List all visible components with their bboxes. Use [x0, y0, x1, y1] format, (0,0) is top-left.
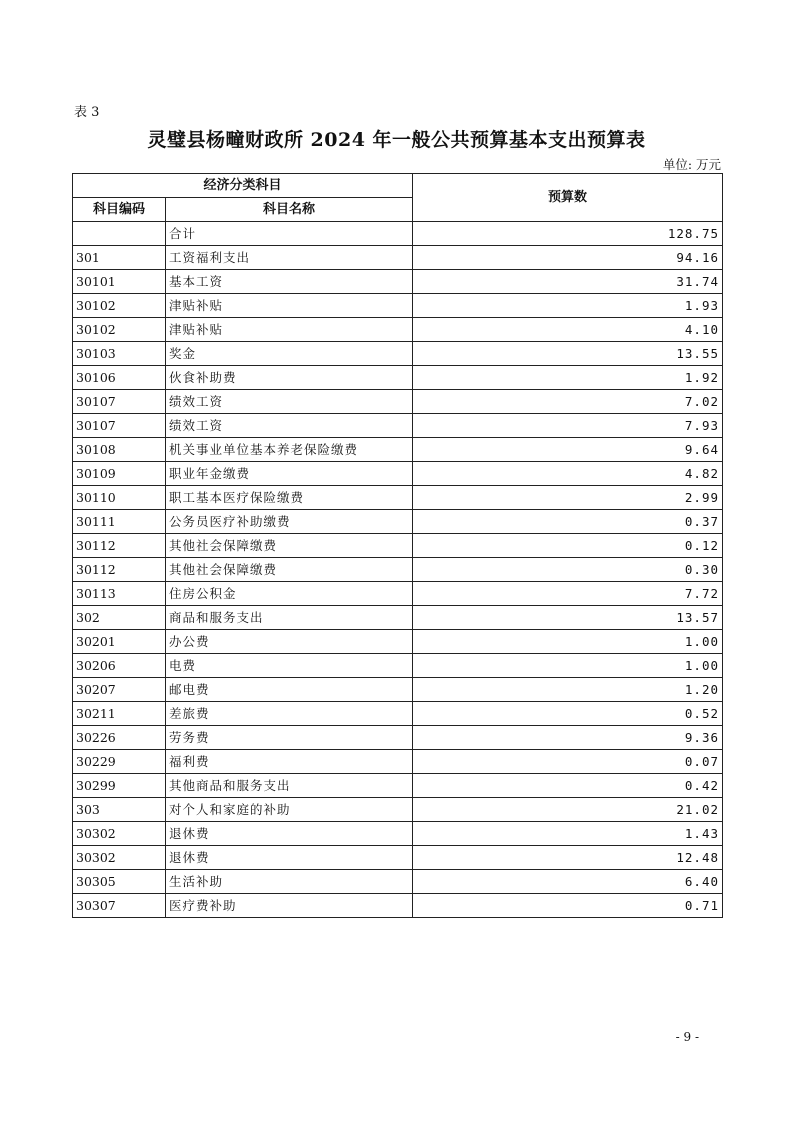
table-row [73, 486, 723, 510]
table-row [73, 582, 723, 606]
name-cell: 办公费 [166, 630, 413, 654]
amount-cell: 9.36 [413, 726, 723, 750]
amount-cell: 0.42 [413, 774, 723, 798]
amount-cell: 94.16 [413, 246, 723, 270]
code-cell: 30101 [73, 270, 166, 294]
name-cell: 电费 [166, 654, 413, 678]
page-number: - 9 - [675, 1030, 699, 1044]
name-cell: 工资福利支出 [166, 246, 413, 270]
code-cell: 30113 [73, 582, 166, 606]
code-cell: 30302 [73, 846, 166, 870]
amount-cell: 1.00 [413, 654, 723, 678]
name-cell: 合计 [166, 222, 413, 246]
name-cell: 奖金 [166, 342, 413, 366]
name-cell: 公务员医疗补助缴费 [166, 510, 413, 534]
amount-cell: 128.75 [413, 222, 723, 246]
table-row [73, 558, 723, 582]
table-row [73, 318, 723, 342]
table-row [73, 270, 723, 294]
table-row [73, 846, 723, 870]
code-cell: 30106 [73, 366, 166, 390]
column-header-amount: 预算数 [413, 174, 723, 222]
code-cell: 30112 [73, 534, 166, 558]
table-row [73, 246, 723, 270]
name-cell: 伙食补助费 [166, 366, 413, 390]
amount-cell: 1.93 [413, 294, 723, 318]
table-row [73, 798, 723, 822]
table-row [73, 510, 723, 534]
amount-cell: 0.07 [413, 750, 723, 774]
code-cell: 30108 [73, 438, 166, 462]
name-cell: 差旅费 [166, 702, 413, 726]
table-row [73, 894, 723, 918]
amount-cell: 7.02 [413, 390, 723, 414]
amount-cell: 1.20 [413, 678, 723, 702]
amount-cell: 13.57 [413, 606, 723, 630]
table-header [73, 174, 723, 222]
amount-cell: 1.92 [413, 366, 723, 390]
amount-cell: 4.10 [413, 318, 723, 342]
table-row [73, 750, 723, 774]
table-row [73, 222, 723, 246]
name-cell: 职工基本医疗保险缴费 [166, 486, 413, 510]
name-cell: 其他社会保障缴费 [166, 558, 413, 582]
amount-cell: 4.82 [413, 462, 723, 486]
code-cell: 30111 [73, 510, 166, 534]
name-cell: 基本工资 [166, 270, 413, 294]
name-cell: 退休费 [166, 846, 413, 870]
name-cell: 邮电费 [166, 678, 413, 702]
budget-table [72, 173, 723, 918]
table-row [73, 726, 723, 750]
name-cell: 津贴补贴 [166, 318, 413, 342]
code-cell: 30102 [73, 318, 166, 342]
amount-cell: 0.52 [413, 702, 723, 726]
table-label: 表 3 [74, 105, 100, 120]
amount-cell: 0.12 [413, 534, 723, 558]
column-header-code: 科目编码 [73, 198, 166, 222]
table-row [73, 414, 723, 438]
code-cell: 30299 [73, 774, 166, 798]
name-cell: 退休费 [166, 822, 413, 846]
name-cell: 绩效工资 [166, 414, 413, 438]
table-row [73, 390, 723, 414]
amount-cell: 0.71 [413, 894, 723, 918]
page-title: 灵璧县杨疃财政所 2024 年一般公共预算基本支出预算表 [147, 129, 646, 151]
table-row [73, 534, 723, 558]
amount-cell: 7.93 [413, 414, 723, 438]
code-cell: 30305 [73, 870, 166, 894]
name-cell: 劳务费 [166, 726, 413, 750]
code-cell: 30109 [73, 462, 166, 486]
code-cell: 30112 [73, 558, 166, 582]
name-cell: 生活补助 [166, 870, 413, 894]
name-cell: 医疗费补助 [166, 894, 413, 918]
amount-cell: 7.72 [413, 582, 723, 606]
code-cell: 30201 [73, 630, 166, 654]
amount-cell: 2.99 [413, 486, 723, 510]
table-row [73, 870, 723, 894]
code-cell: 30103 [73, 342, 166, 366]
code-cell: 30211 [73, 702, 166, 726]
code-cell: 30307 [73, 894, 166, 918]
code-cell: 302 [73, 606, 166, 630]
table-row [73, 702, 723, 726]
table-row [73, 366, 723, 390]
amount-cell: 1.43 [413, 822, 723, 846]
code-cell: 30229 [73, 750, 166, 774]
amount-cell: 13.55 [413, 342, 723, 366]
code-cell: 303 [73, 798, 166, 822]
code-cell: 30107 [73, 414, 166, 438]
table-row [73, 822, 723, 846]
table-row [73, 678, 723, 702]
name-cell: 福利费 [166, 750, 413, 774]
amount-cell: 6.40 [413, 870, 723, 894]
code-cell: 30207 [73, 678, 166, 702]
amount-cell: 0.37 [413, 510, 723, 534]
name-cell: 其他社会保障缴费 [166, 534, 413, 558]
table-row [73, 774, 723, 798]
code-cell: 301 [73, 246, 166, 270]
code-cell: 30226 [73, 726, 166, 750]
name-cell: 对个人和家庭的补助 [166, 798, 413, 822]
name-cell: 住房公积金 [166, 582, 413, 606]
table-row [73, 294, 723, 318]
group-header-economic-classification: 经济分类科目 [73, 174, 413, 198]
table-row [73, 630, 723, 654]
code-cell: 30107 [73, 390, 166, 414]
name-cell: 津贴补贴 [166, 294, 413, 318]
name-cell: 机关事业单位基本养老保险缴费 [166, 438, 413, 462]
table-row [73, 654, 723, 678]
code-cell: 30302 [73, 822, 166, 846]
amount-cell: 12.48 [413, 846, 723, 870]
column-header-name: 科目名称 [166, 198, 413, 222]
amount-cell: 31.74 [413, 270, 723, 294]
unit-note: 单位: 万元 [662, 157, 721, 172]
name-cell: 商品和服务支出 [166, 606, 413, 630]
amount-cell: 1.00 [413, 630, 723, 654]
table-row [73, 438, 723, 462]
table-row [73, 606, 723, 630]
table-row [73, 462, 723, 486]
code-cell: 30110 [73, 486, 166, 510]
table-row [73, 342, 723, 366]
amount-cell: 0.30 [413, 558, 723, 582]
code-cell [73, 222, 166, 246]
name-cell: 绩效工资 [166, 390, 413, 414]
name-cell: 其他商品和服务支出 [166, 774, 413, 798]
table-body [73, 222, 723, 918]
amount-cell: 21.02 [413, 798, 723, 822]
code-cell: 30206 [73, 654, 166, 678]
name-cell: 职业年金缴费 [166, 462, 413, 486]
code-cell: 30102 [73, 294, 166, 318]
amount-cell: 9.64 [413, 438, 723, 462]
